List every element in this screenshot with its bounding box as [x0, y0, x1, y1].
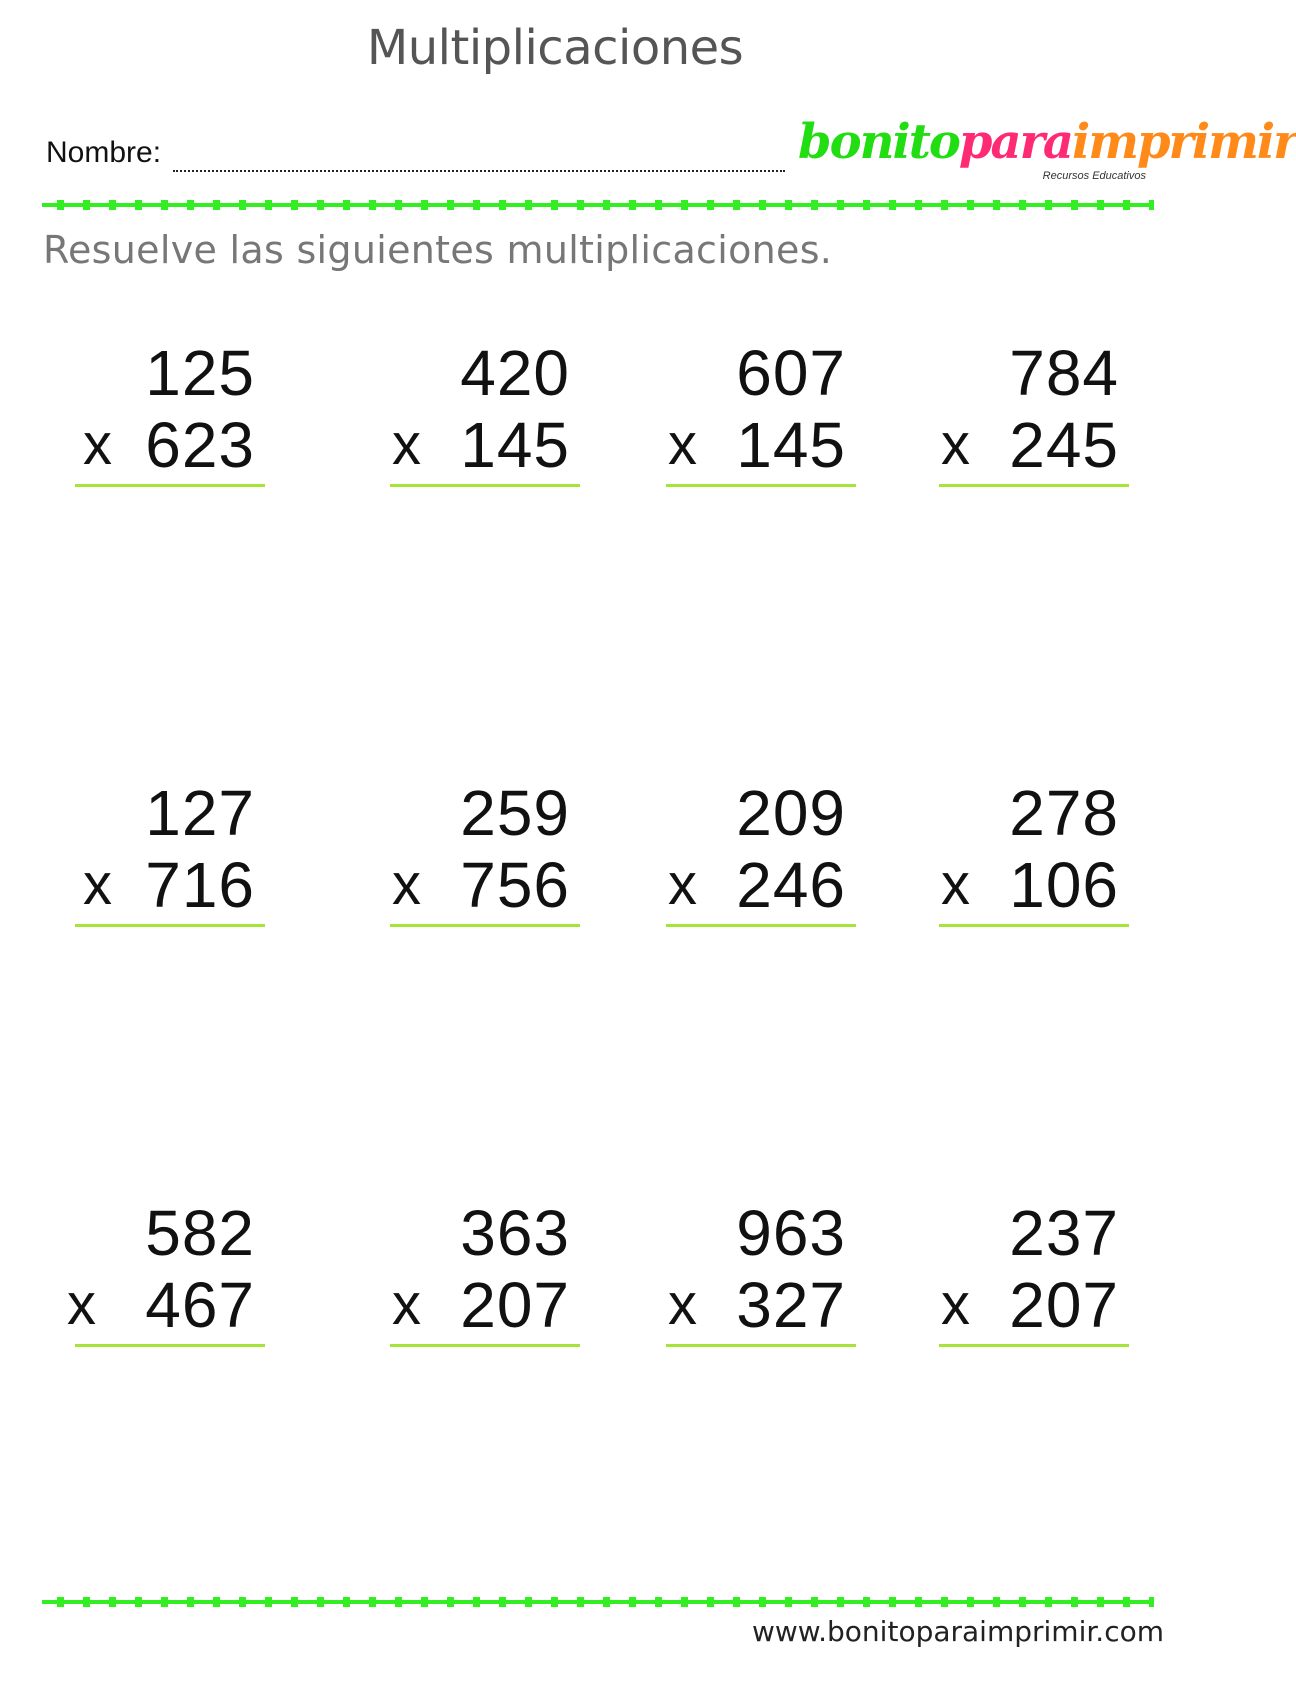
page-title: Multiplicaciones	[366, 20, 744, 76]
times-sign: x	[83, 412, 112, 477]
answer-line[interactable]	[666, 484, 856, 487]
name-label: Nombre:	[46, 136, 162, 169]
multiplier: 623	[145, 409, 255, 481]
multiplication-problem	[929, 1198, 1129, 1348]
instruction-text: Resuelve las siguientes multiplicaciones.	[43, 228, 833, 272]
multiplier: 245	[1009, 409, 1119, 481]
multiplicand: 209	[736, 777, 846, 849]
answer-line[interactable]	[390, 924, 580, 927]
multiplication-problem	[65, 1198, 265, 1348]
logo-wordmark: bonitoparaimprimir	[798, 114, 1296, 170]
multiplication-problem	[65, 338, 265, 488]
multiplication-problem	[65, 778, 265, 928]
multiplication-problem	[929, 338, 1129, 488]
answer-line[interactable]	[75, 484, 265, 487]
answer-line[interactable]	[939, 924, 1129, 927]
multiplicand: 237	[1009, 1197, 1119, 1269]
multiplier: 716	[145, 849, 255, 921]
times-sign: x	[941, 852, 970, 917]
answer-line[interactable]	[666, 1344, 856, 1347]
multiplication-problem	[380, 1198, 580, 1348]
times-sign: x	[668, 852, 697, 917]
bottom-divider	[42, 1597, 1154, 1607]
times-sign: x	[941, 1272, 970, 1337]
multiplicand: 125	[145, 337, 255, 409]
multiplication-problem	[380, 778, 580, 928]
answer-line[interactable]	[75, 924, 265, 927]
answer-line[interactable]	[390, 484, 580, 487]
multiplication-problem	[929, 778, 1129, 928]
brand-logo	[798, 114, 1296, 194]
multiplicand: 582	[145, 1197, 255, 1269]
times-sign: x	[392, 1272, 421, 1337]
multiplicand: 784	[1009, 337, 1119, 409]
multiplier: 246	[736, 849, 846, 921]
answer-line[interactable]	[939, 1344, 1129, 1347]
times-sign: x	[668, 1272, 697, 1337]
answer-line[interactable]	[75, 1344, 265, 1347]
multiplier: 145	[460, 409, 570, 481]
top-divider	[42, 200, 1154, 210]
logo-subtitle: Recursos Educativos	[1042, 170, 1146, 182]
multiplicand: 607	[736, 337, 846, 409]
multiplication-problem	[656, 778, 856, 928]
times-sign: x	[67, 1272, 96, 1337]
multiplier: 327	[736, 1269, 846, 1341]
times-sign: x	[392, 412, 421, 477]
footer-website: www.bonitoparaimprimir.com	[752, 1615, 1164, 1648]
times-sign: x	[941, 412, 970, 477]
answer-line[interactable]	[666, 924, 856, 927]
multiplier: 145	[736, 409, 846, 481]
multiplier: 207	[460, 1269, 570, 1341]
multiplication-problem	[656, 338, 856, 488]
multiplicand: 278	[1009, 777, 1119, 849]
times-sign: x	[83, 852, 112, 917]
multiplicand: 363	[460, 1197, 570, 1269]
answer-line[interactable]	[939, 484, 1129, 487]
multiplier: 756	[460, 849, 570, 921]
multiplicand: 259	[460, 777, 570, 849]
answer-line[interactable]	[390, 1344, 580, 1347]
name-field[interactable]	[173, 170, 785, 172]
times-sign: x	[668, 412, 697, 477]
multiplier: 467	[145, 1269, 255, 1341]
multiplicand: 420	[460, 337, 570, 409]
multiplier: 106	[1009, 849, 1119, 921]
multiplication-problem	[380, 338, 580, 488]
multiplication-problem	[656, 1198, 856, 1348]
multiplicand: 127	[145, 777, 255, 849]
times-sign: x	[392, 852, 421, 917]
multiplicand: 963	[736, 1197, 846, 1269]
multiplier: 207	[1009, 1269, 1119, 1341]
